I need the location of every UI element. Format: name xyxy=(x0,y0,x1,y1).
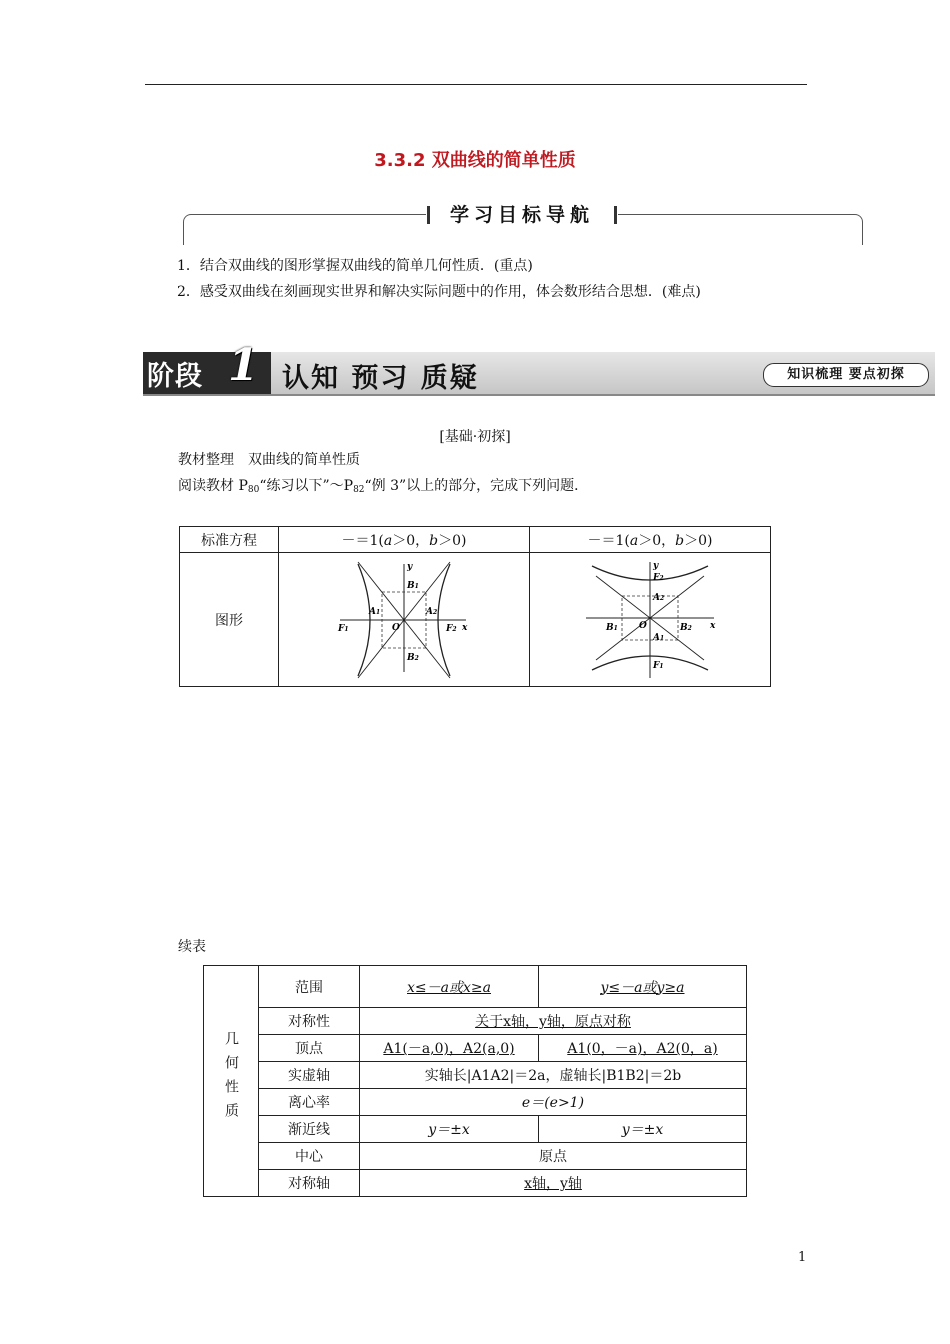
vertex-y: A1(0，－a)，A2(0，a) xyxy=(539,1035,747,1062)
symmetry-axis-label: 对称轴 xyxy=(259,1170,360,1197)
asymptote-y: y＝±x xyxy=(539,1116,747,1143)
svg-text:B2: B2 xyxy=(680,622,692,633)
svg-text:F2: F2 xyxy=(653,572,664,583)
svg-text:B1: B1 xyxy=(407,580,419,591)
stage-title: 认知 预习 质疑 xyxy=(282,363,479,394)
top-rule xyxy=(145,84,807,85)
svg-text:A1: A1 xyxy=(369,606,381,617)
svg-text:B2: B2 xyxy=(407,652,419,663)
geometric-properties-table xyxy=(203,965,747,1197)
svg-text:A2: A2 xyxy=(653,592,665,603)
hyperbola-y-figure xyxy=(530,553,771,687)
svg-text:F2: F2 xyxy=(446,623,457,634)
stage-word: 阶段 xyxy=(147,361,203,392)
asymptote-x: y＝±x xyxy=(360,1116,539,1143)
page-title: 3.3.2 双曲线的简单性质 xyxy=(374,150,576,171)
eccentricity-label: 离心率 xyxy=(259,1089,360,1116)
range-x: x≤－a或x≥a xyxy=(360,966,539,1008)
properties-table xyxy=(179,526,771,687)
range-label: 范围 xyxy=(259,966,360,1008)
goal-label: 学习目标导航 xyxy=(449,204,594,226)
symmetry-value: 关于x轴，y轴，原点对称 xyxy=(360,1008,747,1035)
section-instruction: 阅读教材 $P_{80}“$练习以下$”\sim P_{82}“$例 3”以上的部分，完成下列问题． xyxy=(178,478,589,495)
side-label-cell xyxy=(204,966,259,1197)
side-label: 几何性质 xyxy=(223,1031,239,1127)
eccentricity-value: e＝(e>1) xyxy=(360,1089,747,1116)
std-eq-y: －＝1(a＞0，b＞0) xyxy=(530,527,771,553)
asymptote-label: 渐近线 xyxy=(259,1116,360,1143)
page-number: 1 xyxy=(798,1250,807,1265)
vertex-label: 顶点 xyxy=(259,1035,360,1062)
figure-label: 图形 xyxy=(180,553,279,687)
axis-label-y: y xyxy=(407,561,413,572)
center-label: 中心 xyxy=(259,1143,360,1170)
symmetry-label: 对称性 xyxy=(259,1008,360,1035)
std-eq-x: －＝1(a＞0，b＞0) xyxy=(279,527,530,553)
axis-label-y-2: y xyxy=(653,560,659,571)
axis-value: 实轴长|A1A2|＝2a，虚轴长|B1B2|＝2b xyxy=(360,1062,747,1089)
center-value: 原点 xyxy=(360,1143,747,1170)
axis-label-x: x xyxy=(462,622,468,633)
origin-label: O xyxy=(392,622,400,633)
continued-label: 续表 xyxy=(178,939,206,955)
symmetry-axis-value: x轴，y轴 xyxy=(360,1170,747,1197)
svg-text:A1: A1 xyxy=(653,632,665,643)
range-y: y≤－a或y≥a xyxy=(539,966,747,1008)
svg-text:A2: A2 xyxy=(426,606,438,617)
hyperbola-x-svg xyxy=(334,560,474,680)
svg-text:F1: F1 xyxy=(338,623,349,634)
stage-tag: 知识梳理 要点初探 xyxy=(763,363,929,387)
origin-label-2: O xyxy=(639,620,647,631)
hyperbola-x-figure xyxy=(279,553,530,687)
stage-number: 1 xyxy=(228,340,259,391)
axis-label: 实虚轴 xyxy=(259,1062,360,1089)
svg-text:F1: F1 xyxy=(653,660,664,671)
section-label: [基础·初探] xyxy=(439,429,511,445)
hyperbola-y-svg xyxy=(580,560,720,680)
section-heading: 教材整理 双曲线的简单性质 xyxy=(178,452,360,468)
vertex-x: A1(－a,0)，A2(a,0) xyxy=(360,1035,539,1062)
goal-item-1: 1．结合双曲线的图形掌握双曲线的简单几何性质．(重点) xyxy=(177,258,533,274)
std-eq-label: 标准方程 xyxy=(180,527,279,553)
goal-item-2: 2．感受双曲线在刻画现实世界和解决实际问题中的作用，体会数形结合思想．(难点) xyxy=(177,284,701,300)
svg-text:B1: B1 xyxy=(606,622,618,633)
axis-label-x-2: x xyxy=(710,620,716,631)
